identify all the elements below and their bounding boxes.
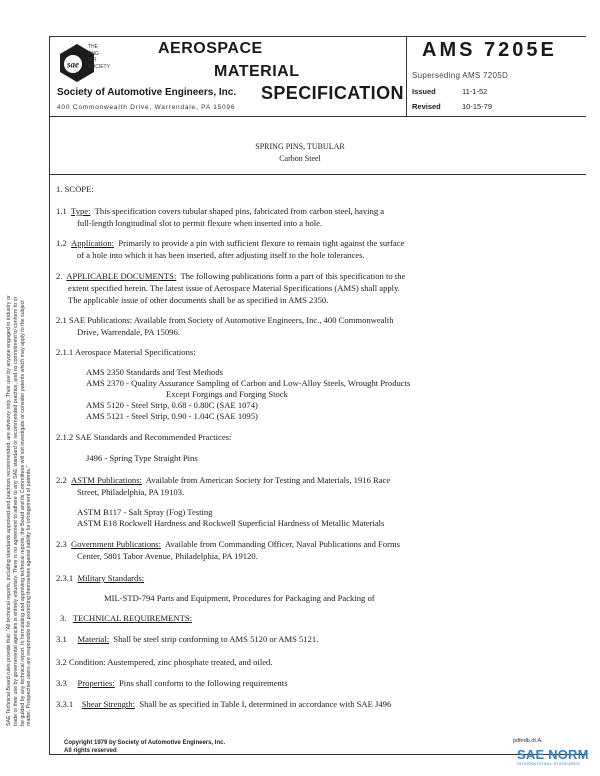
section-1-1 [56,205,384,218]
reference-astm-e18: ASTM E18 Rockwell Hardness and Rockwell Superficial Hardness of Metallic Materials [77,518,385,528]
reference-ams-2370: AMS 2370 - Quality Assurance Sampling of Carbon and Low-Alloy Steels, Wrought Products [86,378,411,388]
section-2-2 [56,474,390,487]
paragraph-line: Primarily to provide a pin with sufficient flexure to remain tight against the surface [118,238,405,248]
notice-line: trade or their use by governmental agencies is entirely voluntary. There is no agreement to adhere to any SAE standard or recommended practice, and no commitment to conform to or [12,296,19,726]
society-name: Society of Automotive Engineers, Inc. [57,87,237,98]
section-number: 2.2 [56,475,67,485]
copyright-line: Copyright 1979 by Society of Automotive Engineers, Inc. [64,740,226,746]
section-2-1: 2.1 SAE Publications: Available from Society of Automotive Engineers, Inc., 400 Commonwealth [56,315,394,325]
paragraph-line: Center, 5801 Tabor Avenue, Philadelphia, PA 19120. [77,551,258,561]
paragraph-line: extent specified herein. The latest issue of Aerospace Material Specifications (AMS) shall apply. [68,283,400,293]
svg-text:sae: sae [67,59,79,70]
revised-label: Revised [412,102,441,111]
logo-caption-line: THE [88,44,98,50]
section-number: 3.3 [56,678,67,688]
sae-norm-watermark: SAE NORM [517,747,589,762]
header-top-rule [49,36,586,37]
document-title: SPRING PINS, TUBULAR [255,142,345,151]
paragraph-line: full-length longitudinal slot to permit flexure when inserted into a hole. [77,218,323,228]
paragraph-line: Pins shall conform to the following requirements [119,678,288,688]
section-number: 2.3.1 [56,573,74,583]
section-heading: Properties: [77,678,115,688]
section-heading: APPLICABLE DOCUMENTS: [66,271,177,281]
paragraph-line: Shall be steel strip conforming to AMS 5120 or AMS 5121. [113,634,319,644]
section-2-3 [56,538,400,551]
title-aerospace: AEROSPACE [158,40,263,57]
superseding-note: Superseding AMS 7205D [412,71,509,80]
section-heading: Government Publications: [71,539,162,549]
copyright-notice [64,739,225,755]
reference-astm-b117: ASTM B117 - Salt Spray (Fog) Testing [77,507,213,517]
paragraph-line: of a hole into which it has been inserted, after adjusting itself to the hole tolerances. [77,250,365,260]
section-number: 2. [56,271,63,281]
section-3-3-1 [56,698,391,711]
section-number: 2.3 [56,539,67,549]
section-number: 1.2 [56,238,67,248]
pdf-note: pdfedb.dt.A. [513,738,543,744]
section-1-2 [56,237,404,250]
section-2-1-1: 2.1.1 Aerospace Material Specifications: [56,347,196,357]
paragraph-line: Available from American Society for Testing and Materials, 1916 Race [145,475,391,485]
logo-caption-line: ENG [88,50,99,57]
logo-caption-line: INR [88,57,97,63]
section-3-3 [56,677,288,690]
paragraph-line: Drive, Warrendale, PA 15096. [77,327,180,337]
logo-caption-line: SOCIETY [88,63,110,70]
rights-line: All rights reserved [64,748,117,754]
section-number: 3. [60,613,67,623]
section-number: 3.3.1 [56,699,74,709]
reference-ams-2350: AMS 2350 Standards and Test Methods [86,367,223,377]
title-bottom-rule [49,174,586,175]
title-material: MATERIAL [214,63,300,80]
reference-ams-5120: AMS 5120 - Steel Strip, 0.68 - 0.80C (SAE 1074) [86,400,258,410]
reference-j496: J496 - Spring Type Straight Pins [86,453,198,463]
section-3-1 [56,633,318,646]
paragraph-line: The following publications form a part of this specification to the [180,271,406,281]
ams-number: AMS 7205E [422,39,557,61]
reference-ams-5121: AMS 5121 - Steel Strip, 0.90 - 1.04C (SAE 1095) [86,411,258,421]
notice-line: SAE Technical Board rules provide that: "All technical reports, including standards approved and practices recommended, are advisory only. Their use by anyone engaged in industry or [6,295,12,726]
notice-line: be guided by any technical report. In formulating and approving technical reports, the Board and its Committees will not investigate or consider patents which may apply to the subject [19,300,26,726]
section-scope-heading: 1. SCOPE: [56,184,94,194]
paragraph-line: The applicable issue of other documents shall be as specified in AMS 2350. [68,295,329,305]
paragraph-line: Available from Commanding Officer, Naval Publications and Forms [164,539,400,549]
section-heading: Type: [71,206,91,216]
reference-mil-std-794: MIL-STD-794 Parts and Equipment, Procedures for Packaging and Packing of [104,593,375,603]
paragraph-line: Street, Philadelphia, PA 19103. [77,487,185,497]
title-specification: SPECIFICATION [261,83,404,103]
section-3-2: 3.2 Condition: Austempered, zinc phosphate treated, and oiled. [56,657,273,667]
notice-line: matter. Prospective users are responsible for protecting themselves against liability for infringement of patents." [26,465,33,726]
paragraph-line: Shall be as specified in Table I, determined in accordance with SAE J496 [139,699,392,709]
section-2-3-1 [56,572,144,585]
section-heading: Shear Strength: [81,699,136,709]
section-heading: TECHNICAL REQUIREMENTS: [72,613,193,623]
header-divider [406,36,407,116]
section-3 [60,612,192,625]
issued-label: Issued [412,87,436,96]
paragraph-line: This specification covers tubular shaped pins, fabricated from carbon steel, having a [94,206,385,216]
issued-value: 11-1-52 [462,87,488,96]
section-heading: Material: [77,634,109,644]
section-number: 1.1 [56,206,67,216]
document-subtitle: Carbon Steel [279,154,321,163]
header-bottom-rule [49,116,586,117]
section-heading: Military Standards: [77,573,145,583]
sae-norm-subtitle: INTERNATIONAL STANDARDS [517,762,581,766]
section-heading: Application: [71,238,115,248]
technical-board-notice [6,166,33,726]
society-address: 400 Commonwealth Drive, Warrendale, PA 15096 [57,104,236,111]
paragraph-line: Except Forgings and Forging Stock [166,389,288,399]
logo-caption [88,44,110,70]
section-2-1-2: 2.1.2 SAE Standards and Recommended Practices: [56,432,232,442]
section-number: 3.1 [56,634,67,644]
section-heading: ASTM Publications: [71,475,142,485]
section-2 [56,270,405,283]
revised-value: 10-15-79 [462,102,493,111]
